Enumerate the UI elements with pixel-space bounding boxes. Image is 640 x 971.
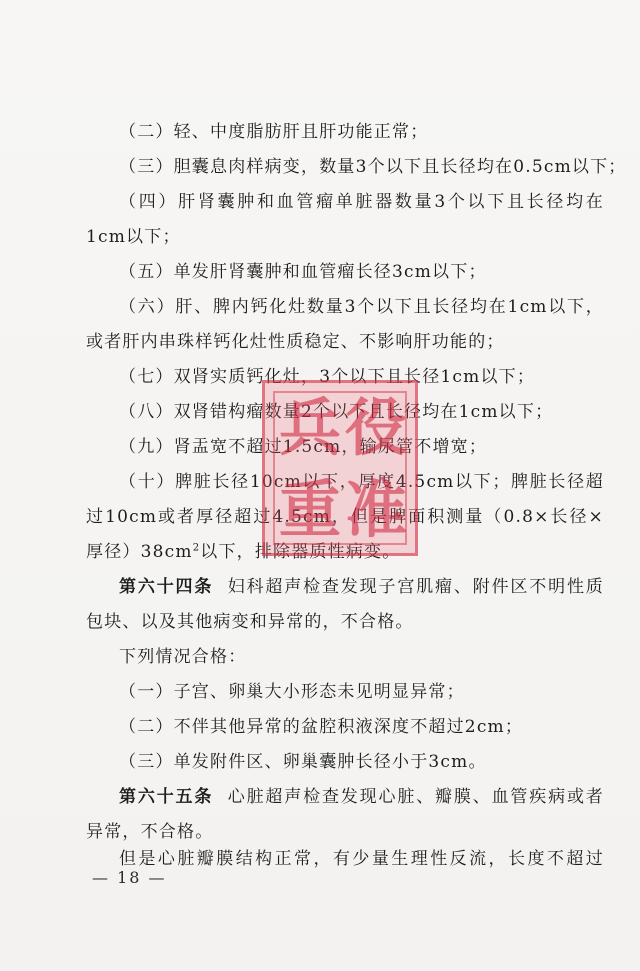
item-line: （五）单发肝肾囊肿和血管瘤长径3cm以下； bbox=[119, 262, 487, 282]
item-line: （一）子宫、卵巢大小形态未见明显异常； bbox=[119, 682, 465, 702]
item-line: （二）轻、中度脂肪肝且肝功能正常； bbox=[119, 122, 429, 142]
stamp-char: 重 bbox=[279, 473, 342, 546]
article-number: 第六十五条 bbox=[119, 787, 214, 807]
item-line: 包块、以及其他病变和异常的，不合格。 bbox=[86, 612, 414, 632]
item-line: （十）脾脏长径10cm以下，厚度4.5cm以下；脾脏长径超 bbox=[119, 472, 604, 492]
stamp-char: 役 bbox=[345, 391, 408, 464]
article-heading-line bbox=[119, 577, 604, 597]
item-line: 但是心脏瓣膜结构正常，有少量生理性反流，长度不超过 bbox=[119, 849, 604, 869]
item-line: （二）不伴其他异常的盆腔积液深度不超过2cm； bbox=[119, 717, 524, 737]
text-span: 以下，排除器质性病变。 bbox=[200, 542, 401, 562]
item-line: （六）肝、脾内钙化灶数量3个以下且长径均在1cm以下， bbox=[119, 297, 604, 317]
item-line: 或者肝内串珠样钙化灶性质稳定、不影响肝功能的； bbox=[86, 332, 505, 352]
item-line: （三）胆囊息肉样病变，数量3个以下且长径均在0.5cm以下； bbox=[119, 157, 627, 177]
item-line: 过10cm或者厚径超过4.5cm，但是脾面积测量（0.8×长径× bbox=[86, 507, 604, 527]
article-heading-line bbox=[119, 787, 604, 807]
item-line: 1cm以下； bbox=[86, 227, 181, 247]
superscript: 2 bbox=[192, 542, 201, 554]
item-line: （八）双肾错构瘤数量2个以下且长径均在1cm以下； bbox=[119, 402, 554, 422]
stamp-char: 兵 bbox=[279, 391, 342, 464]
item-line: （四）肝肾囊肿和血管瘤单脏器数量3个以下且长径均在 bbox=[119, 192, 604, 212]
article-text: 心脏超声检查发现心脏、瓣膜、血管疾病或者 bbox=[227, 787, 604, 807]
red-seal-stamp bbox=[262, 380, 418, 556]
item-line: （七）双肾实质钙化灶，3个以下且长径1cm以下； bbox=[119, 367, 536, 387]
item-line: （三）单发附件区、卵巢囊肿长径小于3cm。 bbox=[119, 752, 487, 772]
item-line: （九）肾盂宽不超过1.5cm，输尿管不增宽； bbox=[119, 437, 488, 457]
item-line: 下列情况合格： bbox=[119, 647, 247, 667]
article-number: 第六十四条 bbox=[119, 577, 214, 597]
text-span: 厚径）38cm bbox=[86, 542, 193, 562]
stamp-char: 准 bbox=[345, 473, 408, 546]
item-line: 异常，不合格。 bbox=[86, 822, 214, 842]
article-text: 妇科超声检查发现子宫肌瘤、附件区不明性质 bbox=[227, 577, 604, 597]
page-number: — 18 — bbox=[92, 868, 167, 887]
